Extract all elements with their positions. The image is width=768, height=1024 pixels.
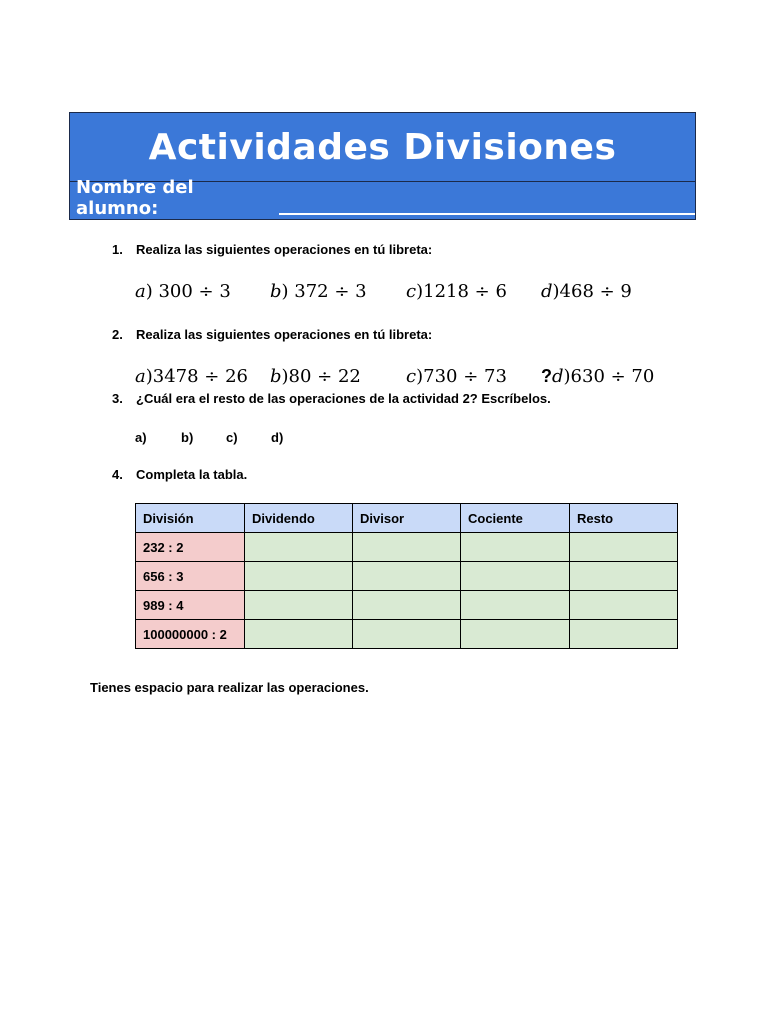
answer-cell[interactable] [461, 620, 570, 649]
operation-d: ?d)630 ÷ 70 [541, 366, 655, 387]
column-header: Divisor [353, 504, 461, 533]
operation-c: c)730 ÷ 73 [406, 366, 507, 387]
question-3 [112, 391, 551, 406]
worksheet-header [69, 112, 696, 220]
row-label: 656 : 3 [136, 562, 245, 591]
question-number: 1. [112, 242, 123, 257]
student-name-label: Nombre del alumno: [76, 177, 194, 219]
answer-cell[interactable] [570, 533, 678, 562]
footer-note: Tienes espacio para realizar las operaciones. [90, 680, 369, 695]
question-1 [112, 242, 432, 257]
operation-b: b)80 ÷ 22 [270, 366, 361, 387]
operation-c: c)1218 ÷ 6 [406, 281, 507, 302]
answer-label-c: c) [226, 430, 238, 445]
answer-cell[interactable] [245, 620, 353, 649]
answer-cell[interactable] [353, 562, 461, 591]
table-row [136, 562, 678, 591]
answer-cell[interactable] [353, 533, 461, 562]
operation-b: b) 372 ÷ 3 [270, 281, 367, 302]
answer-cell[interactable] [245, 591, 353, 620]
answer-cell[interactable] [461, 562, 570, 591]
column-header: División [136, 504, 245, 533]
question-number: 4. [112, 467, 123, 482]
question-text: ¿Cuál era el resto de las operaciones de la actividad 2? Escríbelos. [136, 391, 551, 406]
answer-cell[interactable] [353, 591, 461, 620]
division-table [135, 503, 678, 649]
answer-label-d: d) [271, 430, 284, 445]
question-4 [112, 467, 247, 482]
table-row [136, 533, 678, 562]
operation-a: a) 300 ÷ 3 [135, 281, 231, 302]
answer-label-b: b) [181, 430, 194, 445]
row-label: 232 : 2 [136, 533, 245, 562]
column-header: Resto [570, 504, 678, 533]
answer-cell[interactable] [353, 620, 461, 649]
question-number: 3. [112, 391, 123, 406]
question-text: Completa la tabla. [136, 467, 248, 482]
answer-cell[interactable] [245, 562, 353, 591]
question-text: Realiza las siguientes operaciones en tú libreta: [136, 242, 433, 257]
student-name-blank[interactable] [279, 213, 695, 215]
answer-cell[interactable] [570, 620, 678, 649]
question-text: Realiza las siguientes operaciones en tú libreta: [136, 327, 433, 342]
table-row [136, 620, 678, 649]
operation-a: a)3478 ÷ 26 [135, 366, 248, 387]
column-header: Cociente [461, 504, 570, 533]
answer-cell[interactable] [245, 533, 353, 562]
column-header: Dividendo [245, 504, 353, 533]
answer-label-a: a) [135, 430, 147, 445]
table-header-row [136, 504, 678, 533]
answer-cell[interactable] [570, 562, 678, 591]
table-row [136, 591, 678, 620]
row-label: 989 : 4 [136, 591, 245, 620]
page-title: Actividades Divisiones [148, 126, 617, 168]
question-2 [112, 327, 432, 342]
answer-cell[interactable] [570, 591, 678, 620]
question-number: 2. [112, 327, 123, 342]
answer-cell[interactable] [461, 591, 570, 620]
answer-cell[interactable] [461, 533, 570, 562]
row-label: 100000000 : 2 [136, 620, 245, 649]
operation-d: d)468 ÷ 9 [541, 281, 632, 302]
student-name-row [76, 177, 695, 219]
